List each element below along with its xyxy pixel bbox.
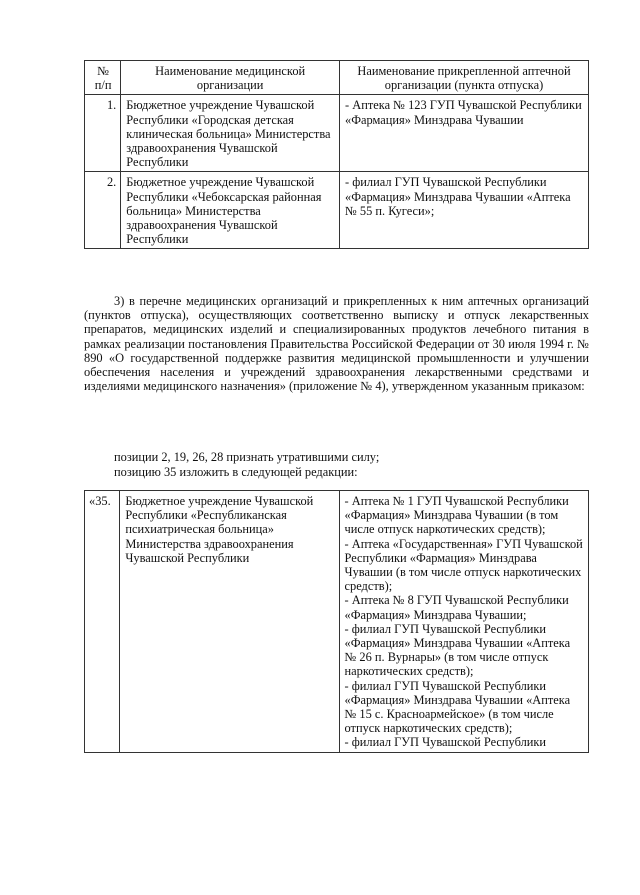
row-pharmacy: - Аптека № 123 ГУП Чувашской Республики «Фармация» Минздрава Чувашии	[340, 95, 589, 172]
row-number: «35.	[85, 491, 120, 753]
pharmacy-entry: - Аптека № 1 ГУП Чувашской Республики «Фармация» Минздрава Чувашии (в том числе отпуск наркотических средств);	[344, 494, 569, 537]
row-pharmacy: - филиал ГУП Чувашской Республики «Фармация» Минздрава Чувашии «Аптека № 55 п. Кугеси»;	[340, 172, 589, 249]
header-number: № п/п	[85, 61, 121, 95]
positions-revoked-line: позиции 2, 19, 26, 28 признать утратившими силу;	[114, 450, 380, 464]
table-row	[85, 491, 589, 753]
row-pharmacy-list	[339, 491, 588, 753]
row-organization: Бюджетное учреждение Чувашской Республики «Республиканская психиатрическая больница» Министерства здравоохранения Чувашской Республики	[120, 491, 339, 753]
pharmacy-entry: - Аптека № 8 ГУП Чувашской Республики «Фармация» Минздрава Чувашии;	[344, 593, 569, 622]
amendment-text: 3) в перечне медицинских организаций и прикрепленных к ним аптечных организаций (пунктов отпуска), осуществляющих соответственно выписку и отпуск лекарственных препаратов, медицинских изделий и специализированных продуктов лечебного питания в рамках реализации постановления Правительства Российской Федерации от 30 июля 1994 г. № 890 «О государственной поддержке развития медицинской промышленности и улучшении обеспечения населения и учреждений здравоохранения лекарственными средствами и изделиями медицинского назначения» (приложение № 4), утвержденном указанным приказом:	[84, 294, 589, 394]
pharmacy-entry: - филиал ГУП Чувашской Республики «Фармация» Минздрава Чувашии «Аптека № 15 с. Красноармейское» (в том числе отпуск наркотических средств);	[344, 678, 571, 736]
position-35-table	[84, 490, 589, 753]
position-35-line: позицию 35 изложить в следующей редакции:	[114, 465, 358, 479]
header-pharmacy: Наименование прикрепленной аптечной организации (пункта отпуска)	[340, 61, 589, 95]
amendment-paragraph	[84, 294, 589, 393]
pharmacy-entry: - филиал ГУП Чувашской Республики	[344, 735, 547, 750]
table-row	[85, 172, 589, 249]
table-row	[85, 95, 589, 172]
table-header-row	[85, 61, 589, 95]
pharmacy-entry: - филиал ГУП Чувашской Республики «Фармация» Минздрава Чувашии «Аптека № 26 п. Вурнары» (в том числе отпуск наркотических средств);	[344, 621, 571, 679]
row-organization: Бюджетное учреждение Чувашской Республики «Чебоксарская районная больница» Министерства здравоохранения Чувашской Республики	[121, 172, 340, 249]
row-number: 1.	[85, 95, 121, 172]
medical-org-table	[84, 60, 589, 249]
header-organization: Наименование медицинской организации	[121, 61, 340, 95]
pharmacy-entry: - Аптека «Государственная» ГУП Чувашской Республики «Фармация» Минздрава Чувашии (в том числе отпуск наркотических средств);	[344, 536, 583, 594]
row-number: 2.	[85, 172, 121, 249]
row-organization: Бюджетное учреждение Чувашской Республики «Городская детская клиническая больница» Министерства здравоохранения Чувашской Республики	[121, 95, 340, 172]
